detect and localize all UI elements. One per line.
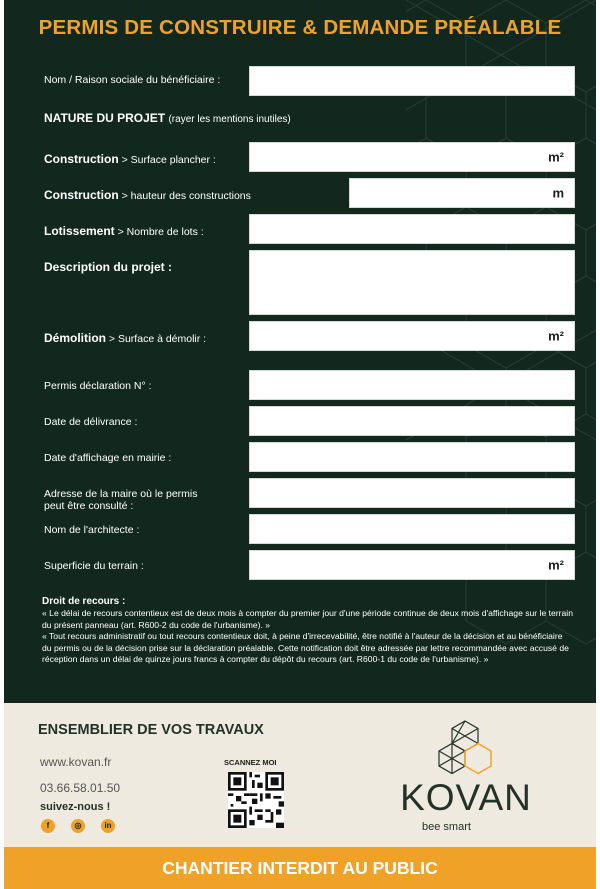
instagram-icon[interactable]: ◎ [71,819,85,833]
linkedin-icon[interactable]: in [101,819,115,833]
date-delivrance-field[interactable] [249,406,575,436]
footer-warning: CHANTIER INTERDIT AU PUBLIC [4,847,596,889]
lotissement-label [44,225,204,238]
unit-m2: m² [548,149,564,165]
unit-m: m [552,185,564,201]
recours-title: Droit de recours : [42,596,126,607]
unit-m2: m² [548,328,564,344]
nature-title: NATURE DU PROJET [44,111,166,125]
phone-number[interactable]: 03.66.58.01.50 [40,781,121,795]
construction-permit-panel [4,0,596,889]
adresse-label [44,488,198,512]
construction-surface-bold: Construction [44,152,119,166]
construction-hauteur-text: > hauteur des constructions [118,190,251,202]
adresse-field[interactable] [249,478,575,508]
adresse-label-line1: Adresse de la maire où le permis [44,488,198,500]
scan-me-label: SCANNEZ MOI [224,758,277,767]
website-link[interactable]: www.kovan.fr [40,755,112,769]
demolition-label [44,332,206,345]
unit-m2: m² [548,557,564,573]
construction-surface-text: > Surface plancher : [118,154,216,166]
adresse-label-line2: peut être consulté : [44,500,134,512]
recours-paragraph-1: « Le délai de recours contentieux est de deux mois à compter du premier jour d'une période continue de deux mois d'affichage sur le terrain du présent panneau (art. R600-2 du code de l'urbanisme). » [42,608,573,630]
architecte-field[interactable] [249,514,575,544]
kovan-hexagon-logo [434,719,496,781]
company-banner [4,703,596,847]
recours-paragraph-2: « Tout recours administratif ou tout recours contentieux doit, à peine d'irrecevabilité, être notifié à l'auteur de la décision et au bénéficiaire du permis ou de la décision prise sur la déclaration préalable. Cette notification doit être adressée par lettre recommandée avec accusé de réception dans un délai de quinze jours francs à compter du dépôt du recours (art. R600-1 du code de l'urbanisme). » [42,631,569,665]
page-title: PERMIS DE CONSTRUIRE & DEMANDE PRÉALABLE [38,16,562,39]
superficie-label: Superficie du terrain : [44,560,144,572]
permis-field[interactable] [249,370,575,400]
qr-code[interactable] [228,772,284,828]
beneficiaire-field[interactable] [249,66,575,96]
brand-slogan: bee smart [422,821,471,833]
nature-heading [44,111,291,125]
description-field[interactable] [249,250,575,315]
description-label [44,261,172,274]
demolition-bold: Démolition [44,331,106,345]
demolition-text: > Surface à démolir : [106,333,207,345]
lotissement-text: > Nombre de lots : [114,226,204,238]
construction-hauteur-label [44,189,251,202]
brand-name: KOVAN [400,777,532,818]
construction-hauteur-field[interactable] [349,178,575,208]
lotissement-field[interactable] [249,214,575,244]
construction-surface-field[interactable] [249,142,575,172]
droit-de-recours [42,596,574,665]
nature-hint: (rayer les mentions inutiles) [168,114,291,125]
construction-hauteur-bold: Construction [44,188,119,202]
architecte-label: Nom de l'architecte : [44,524,140,536]
lotissement-bold: Lotissement [44,224,115,238]
date-affichage-field[interactable] [249,442,575,472]
date-delivrance-label: Date de délivrance : [44,416,138,428]
beneficiaire-label: Nom / Raison sociale du bénéficiaire : [44,74,221,86]
demolition-field[interactable] [249,321,575,351]
permis-label: Permis déclaration N° : [44,380,152,392]
form-panel [4,0,596,703]
superficie-field[interactable] [249,550,575,580]
description-bold: Description du projet : [44,260,173,274]
company-tagline: ENSEMBLIER DE VOS TRAVAUX [38,722,264,738]
facebook-icon[interactable]: f [41,819,55,833]
date-affichage-label: Date d'affichage en mairie : [44,452,172,464]
construction-surface-label [44,153,216,166]
follow-us-label: suivez-nous ! [40,801,111,813]
